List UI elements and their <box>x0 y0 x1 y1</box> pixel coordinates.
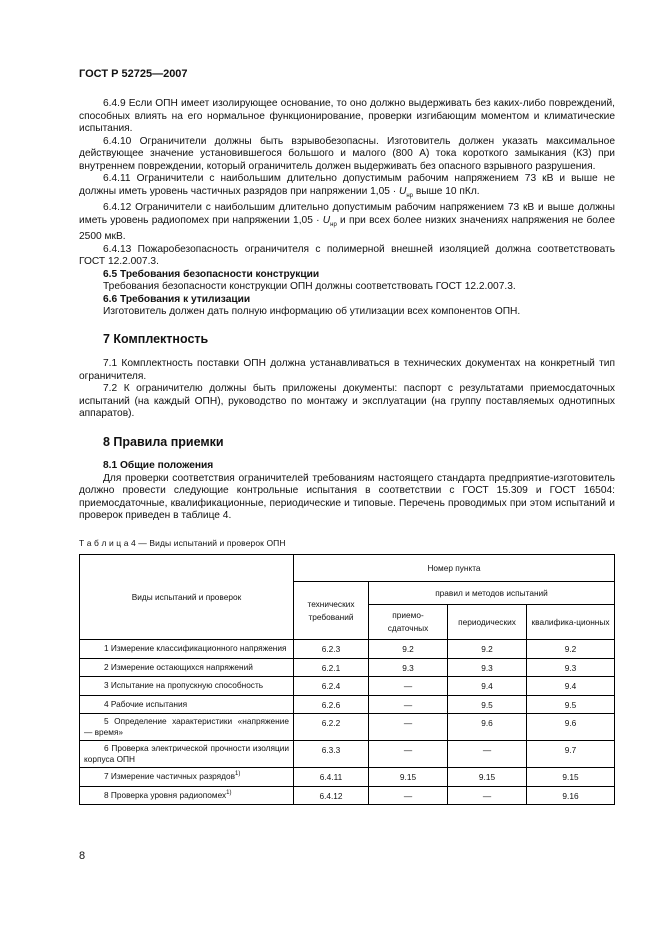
tests-table <box>79 554 615 805</box>
table-row: 7 Измерение частичных разрядов$^{1)}$ 6.4.11 9.15 9.15 9.15 <box>80 768 615 787</box>
table-row: 4 Рабочие испытания 6.2.6 — 9.5 9.5 <box>80 695 615 714</box>
col-header-kind: Виды испытаний и проверок <box>80 555 294 640</box>
paragraph-7-2: 7.2 К ограничителю должны быть приложены документы: паспорт с результатами приемосдаточных испытаний (на каждый ОПН), руководство по монтажу и эксплуатации (на группу поставляемых однотипных аппаратов). <box>79 383 615 420</box>
paragraph-6-4-9: 6.4.9 Если ОПН имеет изолирующее основание, то оно должно выдерживать без каких-либо повреждений, способных влиять на его нормальное функционирование, проверки изгибающим моментом и климатические испытания. <box>79 98 615 134</box>
col-header-number: Номер пункта <box>294 555 615 582</box>
paragraph-6-4-11: 6.4.11 Ограничители с наибольшим длительно допустимым рабочим напряжением 73 кВ и выше не должны иметь уровень частичных разрядов при напряжении $1,05 \cdot U_{нр}$ выше 10 пКл. <box>79 173 615 199</box>
table-row: 3 Испытание на пропускную способность 6.2.4 — 9.4 9.4 <box>80 677 615 696</box>
col-header-periodic: периодических <box>448 605 527 640</box>
paragraph-7-1: 7.1 Комплектность поставки ОПН должна устанавливаться в технических документах на конкретный тип ограничителя. <box>79 358 615 382</box>
col-header-rules: правил и методов испытаний <box>369 582 615 605</box>
heading-6-6: 6.6 Требования к утилизации <box>103 293 251 305</box>
table-row: 1 Измерение классификационного напряжения 6.2.3 9.2 9.2 9.2 <box>80 640 615 659</box>
footnote-marker: 1) <box>226 790 232 797</box>
page-number: 8 <box>79 850 86 862</box>
paragraph-6-6: Изготовитель должен дать полную информацию об утилизации всех компонентов ОПН. <box>103 306 521 318</box>
heading-6-5: 6.5 Требования безопасности конструкции <box>103 268 320 280</box>
col-header-accept: приемо-сдаточных <box>369 605 448 640</box>
paragraph-6-4-12: 6.4.12 Ограничители с наибольшим длительно допустимым рабочим напряжением 73 кВ и выше должны иметь уровень радиопомех при напряжении $1,05 \cdot U_{нр}$ и при всех более низких значениях напряжения не более 2500 мкВ. <box>79 202 616 243</box>
paragraph-8-1: Для проверки соответствия ограничителей требованиям настоящего стандарта предприятие-изготовитель должно провести следующие контрольные испытания в соответствии с ГОСТ 15.309 и ГОСТ 16504: приемосдаточные, квалификационные, периодические и типовые. Перечень проводимых при этом испытаний и проверок приведен в таблице 4. <box>79 472 615 522</box>
paragraph-6-4-10: 6.4.10 Ограничители должны быть взрывобезопасны. Изготовитель должен указать максимальное действующее значение установившегося большого и малого (800 А) тока короткого замыкания (КЗ) при внутреннем повреждении, который ограничитель должен выдерживать без опасного взрывного разрушения. <box>79 135 615 172</box>
section-7-heading: 7 Комплектность <box>103 331 209 346</box>
paragraph-6-4-13: 6.4.13 Пожаробезопасность ограничителя с полимерной внешней изоляцией должна соответствовать ГОСТ 12.2.007.3. <box>79 243 615 268</box>
document-header: ГОСТ Р 52725—2007 <box>79 68 188 80</box>
table-row: 6 Проверка электрической прочности изоляции корпуса ОПН 6.3.3 — — 9.7 <box>80 741 615 768</box>
col-header-tech: технических требований <box>294 582 369 640</box>
section-8-heading: 8 Правила приемки <box>103 434 224 449</box>
table-row: 5 Определение характеристики «напряжение — время» 6.2.2 — 9.6 9.6 <box>80 714 615 741</box>
footnote-marker: 1) <box>235 771 241 778</box>
heading-8-1: 8.1 Общие положения <box>103 460 214 472</box>
table-caption: Т а б л и ц а 4 — Виды испытаний и проверок ОПН <box>79 537 286 548</box>
table-row: 8 Проверка уровня радиопомех$^{1)}$ 6.4.12 — — 9.16 <box>80 786 615 805</box>
col-header-qual: квалифика-ционных <box>527 605 615 640</box>
table-row: 2 Измерение остающихся напряжений 6.2.1 9.3 9.3 9.3 <box>80 658 615 677</box>
page-content <box>79 98 615 805</box>
paragraph-6-5: Требования безопасности конструкции ОПН должны соответствовать ГОСТ 12.2.007.3. <box>103 281 516 293</box>
